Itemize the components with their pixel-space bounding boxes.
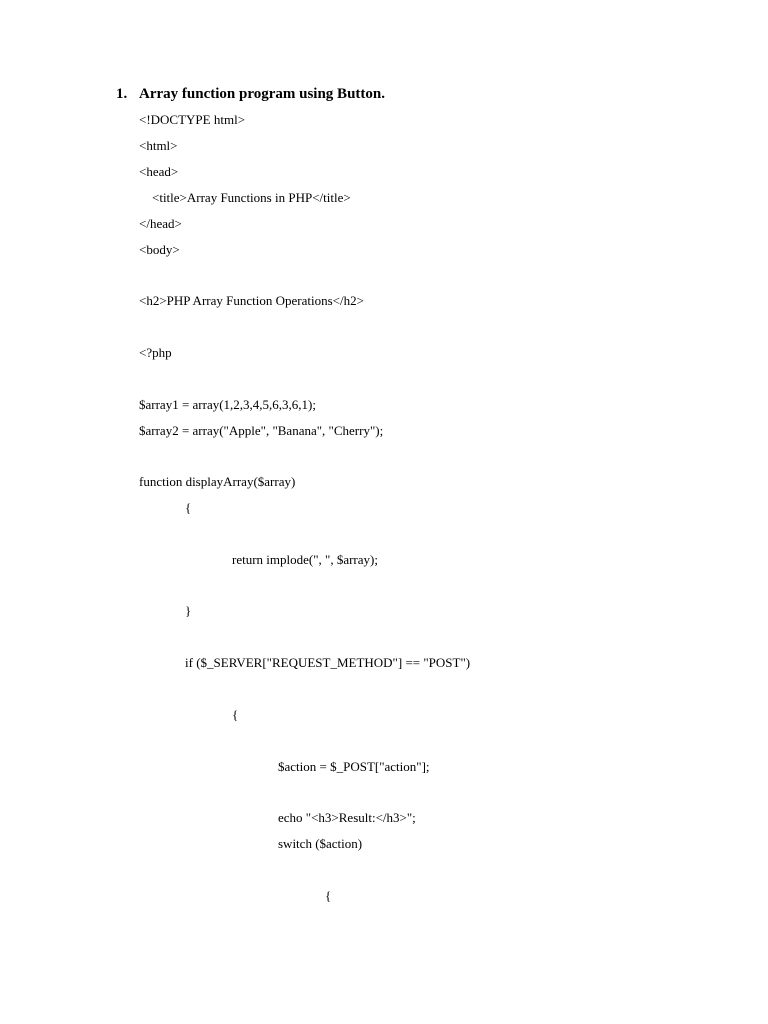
heading-number: 1. [116, 86, 128, 102]
code-line: </head> [139, 216, 182, 231]
code-line: $array2 = array("Apple", "Banana", "Cherry"); [139, 423, 384, 438]
code-line: { [185, 500, 192, 515]
code-line: $action = $_POST["action"]; [278, 759, 430, 774]
code-line: <head> [139, 164, 179, 179]
code-line: switch ($action) [278, 836, 363, 851]
code-line: <!DOCTYPE html> [139, 112, 246, 127]
code-line: echo "<h3>Result:</h3>"; [278, 810, 416, 825]
code-line: <?php [139, 345, 172, 360]
code-line: <html> [139, 138, 178, 153]
code-line: return implode(", ", $array); [232, 552, 378, 567]
code-line: <h2>PHP Array Function Operations</h2> [139, 293, 364, 308]
heading-title: Array function program using Button. [139, 86, 385, 102]
code-line: { [325, 888, 332, 903]
section-heading [116, 86, 385, 103]
code-line: { [232, 707, 239, 722]
code-line: if ($_SERVER["REQUEST_METHOD"] == "POST") [185, 655, 471, 670]
code-line: $array1 = array(1,2,3,4,5,6,3,6,1); [139, 397, 316, 412]
code-line: function displayArray($array) [139, 474, 296, 489]
code-line: <title>Array Functions in PHP</title> [152, 190, 351, 205]
code-line: <body> [139, 242, 180, 257]
code-line: } [185, 603, 192, 618]
